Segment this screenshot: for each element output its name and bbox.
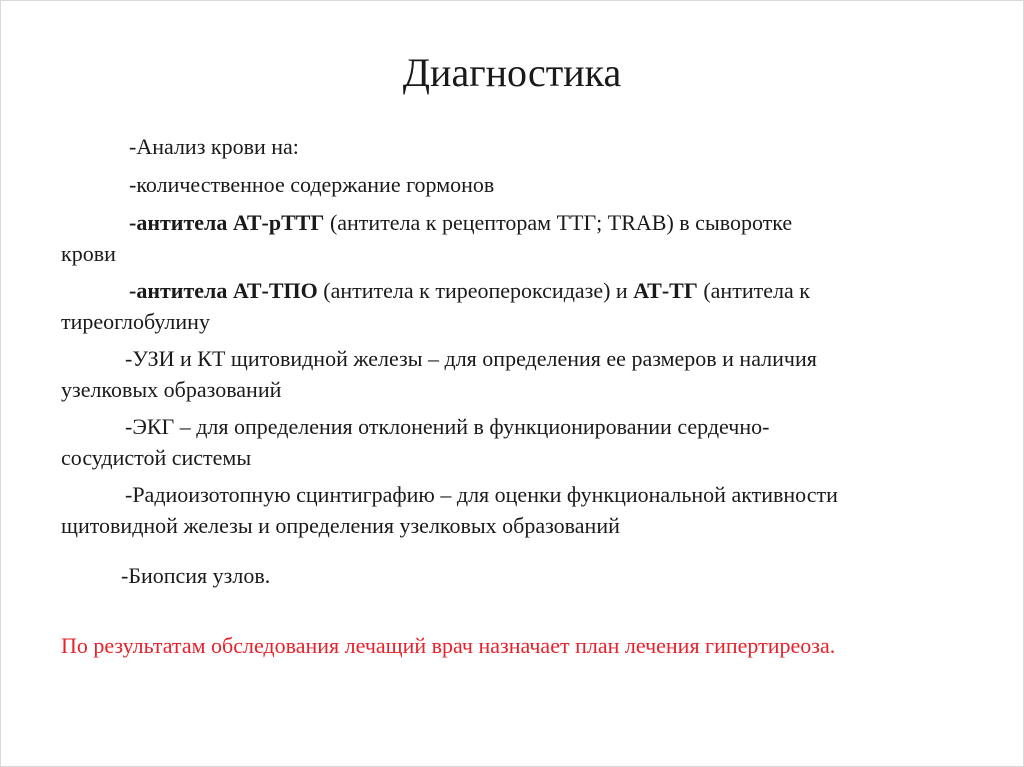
list-item (61, 560, 961, 591)
item-text: (антитела к тиреопероксидазе) и (317, 278, 634, 303)
item-continuation: узелковых образований (61, 377, 282, 402)
slide-title: Диагностика (402, 50, 622, 95)
list-item (61, 131, 961, 162)
list-item (61, 479, 961, 541)
list-item (61, 343, 961, 405)
item-bold: -антитела АТ-ТПО (129, 278, 318, 303)
conclusion-note: По результатам обследования лечащий врач назначает план лечения гипертиреоза. (61, 633, 836, 658)
list-item (61, 411, 961, 473)
item-text: -УЗИ и КТ щитовидной железы – для определения ее размеров и наличия (125, 346, 817, 371)
item-text: -количественное содержание гормонов (129, 172, 495, 197)
item-continuation: щитовидной железы и определения узелковых образований (61, 513, 620, 538)
item-text: -Анализ крови на: (129, 134, 299, 159)
item-continuation: крови (61, 241, 116, 266)
item-text: -Радиоизотопную сцинтиграфию – для оценки функциональной активности (125, 482, 838, 507)
item-text: -Биопсия узлов. (121, 563, 271, 588)
item-bold: -антитела АТ-рТТГ (129, 210, 325, 235)
item-text: -ЭКГ – для определения отклонений в функционировании сердечно- (125, 414, 770, 439)
item-continuation: сосудистой системы (61, 445, 252, 470)
list-item (61, 169, 961, 200)
item-bold: АТ-ТГ (633, 278, 698, 303)
item-text: (антитела к (697, 278, 810, 303)
list-item (61, 275, 961, 337)
item-text: (антитела к рецепторам ТТГ; TRAB) в сыворотке (324, 210, 793, 235)
list-item (61, 207, 961, 269)
item-continuation: тиреоглобулину (61, 309, 210, 334)
